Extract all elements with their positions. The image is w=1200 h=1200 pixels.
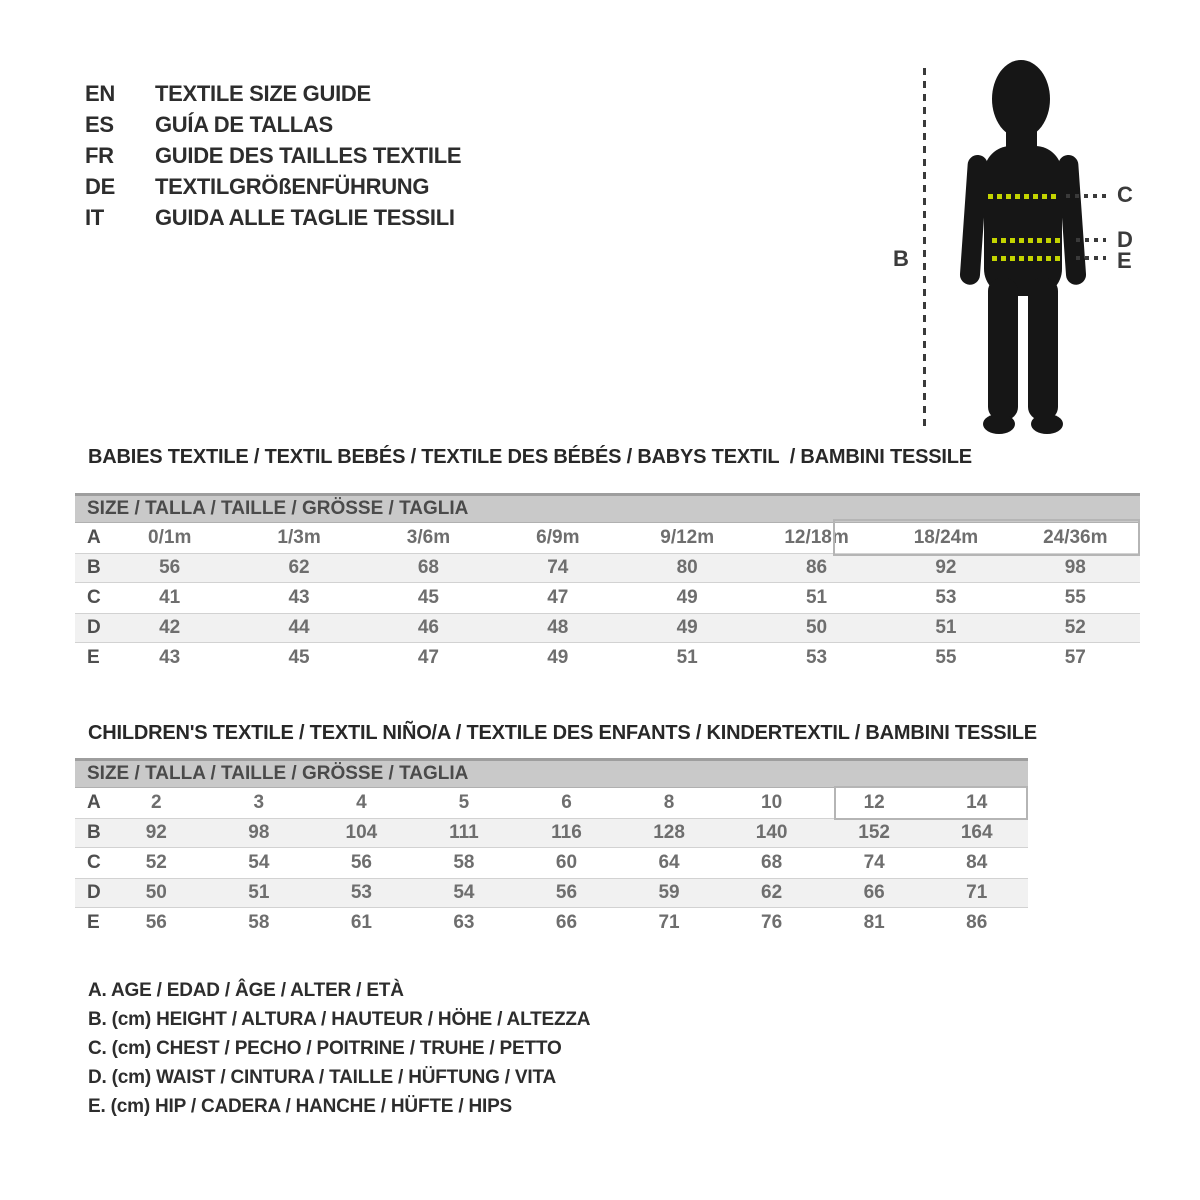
children-size-header-bar: SIZE / TALLA / TAILLE / GRÖSSE / TAGLIA — [75, 758, 1028, 788]
waist-leader-dots — [1076, 238, 1106, 242]
table-cell: 51 — [935, 617, 957, 638]
table-cell: 54 — [248, 852, 270, 873]
table-cell: 5 — [458, 792, 470, 813]
language-row — [85, 202, 461, 233]
table-cell: 111 — [449, 822, 479, 843]
table-cell: 140 — [755, 822, 788, 843]
table-cell: 48 — [547, 617, 569, 638]
babies-size-header-bar: SIZE / TALLA / TAILLE / GRÖSSE / TAGLIA — [75, 493, 1140, 523]
waist-label: D — [1117, 227, 1133, 252]
hip-label: E — [1117, 248, 1132, 273]
table-cell: 92 — [145, 822, 167, 843]
table-cell: 56 — [555, 882, 578, 903]
table-row — [75, 848, 1028, 878]
row-values — [105, 523, 1140, 553]
table-cell: 86 — [805, 557, 828, 578]
table-cell: 66 — [555, 912, 578, 933]
children-section-heading: CHILDREN'S TEXTILE / TEXTIL NIÑO/A / TEXTILE DES ENFANTS / KINDERTEXTIL / BAMBINI TESSILE — [88, 722, 1037, 744]
table-cell: 68 — [417, 557, 439, 578]
babies-size-table — [75, 493, 1140, 673]
table-row — [75, 788, 1028, 818]
table-cell: 41 — [159, 587, 181, 608]
table-cell: 58 — [248, 912, 270, 933]
table-row — [75, 553, 1140, 583]
table-cell: 12 — [863, 792, 885, 813]
row-values — [105, 583, 1140, 613]
table-cell: 152 — [858, 822, 890, 843]
language-title-list — [85, 78, 461, 233]
table-row — [75, 613, 1140, 643]
table-cell: 50 — [805, 617, 828, 638]
row-label: E — [87, 912, 100, 933]
table-cell: 62 — [288, 557, 310, 578]
language-code: ES — [85, 112, 114, 137]
table-cell: 53 — [935, 587, 957, 608]
language-row — [85, 78, 461, 109]
table-cell: 2 — [150, 792, 162, 813]
table-cell: 9/12m — [660, 527, 715, 548]
table-cell: 12/18m — [784, 527, 849, 548]
hip-measure-dots — [992, 256, 1062, 261]
table-cell: 52 — [1064, 617, 1086, 638]
table-row — [75, 583, 1140, 613]
table-cell: 44 — [288, 617, 310, 638]
language-code: FR — [85, 143, 114, 168]
table-cell: 60 — [555, 852, 578, 873]
table-cell: 45 — [417, 587, 439, 608]
row-label: B — [87, 822, 101, 843]
row-values — [105, 788, 1028, 818]
table-cell: 6/9m — [536, 527, 580, 548]
language-row — [85, 171, 461, 202]
table-cell: 76 — [761, 912, 783, 933]
table-cell: 46 — [417, 617, 439, 638]
table-cell: 128 — [653, 822, 685, 843]
table-cell: 64 — [658, 852, 680, 873]
children-size-table — [75, 758, 1028, 938]
table-cell: 104 — [345, 822, 378, 843]
table-cell: 81 — [863, 912, 885, 933]
row-values — [105, 613, 1140, 643]
table-cell: 43 — [159, 647, 181, 668]
table-row — [75, 523, 1140, 553]
language-row — [85, 109, 461, 140]
table-cell: 56 — [350, 852, 372, 873]
table-cell: 57 — [1064, 647, 1086, 668]
row-label: C — [87, 587, 101, 608]
language-title: GUIDA ALLE TAGLIE TESSILI — [155, 205, 455, 230]
language-code: DE — [85, 174, 115, 199]
table-cell: 164 — [960, 822, 993, 843]
table-cell: 59 — [658, 882, 680, 903]
table-row — [75, 643, 1140, 673]
chest-leader-dots — [1066, 194, 1106, 198]
row-label: A — [87, 792, 101, 813]
table-cell: 42 — [159, 617, 181, 638]
table-cell: 52 — [145, 852, 167, 873]
language-title: GUIDE DES TAILLES TEXTILE — [155, 143, 462, 168]
row-values — [105, 908, 1028, 938]
table-cell: 68 — [761, 852, 783, 873]
table-cell: 54 — [453, 882, 475, 903]
table-cell: 53 — [805, 647, 828, 668]
legend-line: D. (cm) WAIST / CINTURA / TAILLE / HÜFTUNG / VITA — [88, 1067, 556, 1088]
row-values — [105, 878, 1028, 908]
waist-measure-dots — [992, 238, 1060, 243]
table-row — [75, 818, 1028, 848]
row-values — [105, 643, 1140, 673]
row-label: D — [87, 617, 101, 638]
table-cell: 24/36m — [1043, 527, 1108, 548]
table-cell: 0/1m — [148, 527, 192, 548]
table-cell: 71 — [966, 882, 988, 903]
table-cell: 49 — [676, 617, 698, 638]
row-values — [105, 818, 1028, 848]
table-cell: 62 — [761, 882, 783, 903]
table-cell: 80 — [676, 557, 698, 578]
table-cell: 47 — [417, 647, 439, 668]
table-cell: 51 — [805, 587, 828, 608]
language-row — [85, 140, 461, 171]
table-cell: 63 — [453, 912, 475, 933]
chest-label: C — [1117, 182, 1133, 207]
table-cell: 14 — [966, 792, 988, 813]
table-cell: 53 — [350, 882, 372, 903]
table-cell: 74 — [547, 557, 569, 578]
table-cell: 92 — [935, 557, 957, 578]
table-cell: 3/6m — [406, 527, 451, 548]
row-label: D — [87, 882, 101, 903]
height-measure-dashed-line — [923, 68, 926, 430]
table-cell: 51 — [248, 882, 270, 903]
table-cell: 58 — [453, 852, 475, 873]
table-cell: 86 — [966, 912, 988, 933]
table-cell: 3 — [253, 792, 265, 813]
table-cell: 55 — [1064, 587, 1086, 608]
table-cell: 8 — [663, 792, 675, 813]
table-row — [75, 908, 1028, 938]
row-label: C — [87, 852, 101, 873]
table-cell: 49 — [547, 647, 569, 668]
table-cell: 6 — [561, 792, 572, 813]
table-cell: 98 — [1064, 557, 1086, 578]
row-label: E — [87, 647, 100, 668]
table-cell: 84 — [966, 852, 988, 873]
legend-line: B. (cm) HEIGHT / ALTURA / HAUTEUR / HÖHE / ALTEZZA — [88, 1009, 591, 1030]
table-cell: 10 — [761, 792, 783, 813]
row-values — [105, 553, 1140, 583]
language-code: IT — [85, 205, 104, 230]
table-cell: 74 — [863, 852, 885, 873]
table-row — [75, 878, 1028, 908]
table-cell: 56 — [145, 912, 167, 933]
hip-leader-dots — [1076, 256, 1106, 260]
row-label: B — [87, 557, 101, 578]
table-cell: 49 — [676, 587, 698, 608]
measurement-legend — [88, 976, 590, 1121]
table-cell: 43 — [288, 587, 310, 608]
table-cell: 45 — [288, 647, 310, 668]
table-cell: 50 — [145, 882, 167, 903]
table-cell: 55 — [935, 647, 957, 668]
language-title: TEXTILGRÖßENFÜHRUNG — [155, 174, 430, 199]
legend-line: A. AGE / EDAD / ÂGE / ALTER / ETÀ — [88, 980, 404, 1001]
row-label: A — [87, 527, 101, 548]
table-cell: 71 — [658, 912, 680, 933]
table-cell: 61 — [350, 912, 372, 933]
table-cell: 4 — [356, 792, 367, 813]
chest-measure-dots — [988, 194, 1056, 199]
table-cell: 47 — [547, 587, 569, 608]
legend-line: E. (cm) HIP / CADERA / HANCHE / HÜFTE / HIPS — [88, 1096, 513, 1117]
language-title: GUÍA DE TALLAS — [155, 112, 333, 137]
table-cell: 56 — [159, 557, 181, 578]
legend-line: C. (cm) CHEST / PECHO / POITRINE / TRUHE / PETTO — [88, 1038, 562, 1059]
height-label: B — [893, 246, 909, 271]
table-cell: 18/24m — [913, 527, 979, 548]
babies-section-heading: BABIES TEXTILE / TEXTIL BEBÉS / TEXTILE DES BÉBÉS / BABYS TEXTIL / BAMBINI TESSILE — [88, 446, 972, 468]
language-title: TEXTILE SIZE GUIDE — [155, 81, 371, 106]
table-cell: 98 — [248, 822, 270, 843]
language-code: EN — [85, 81, 115, 106]
table-cell: 116 — [551, 822, 582, 843]
table-cell: 51 — [676, 647, 698, 668]
table-cell: 1/3m — [277, 527, 321, 548]
child-silhouette-icon — [895, 50, 1145, 440]
table-cell: 66 — [863, 882, 885, 903]
row-values — [105, 848, 1028, 878]
